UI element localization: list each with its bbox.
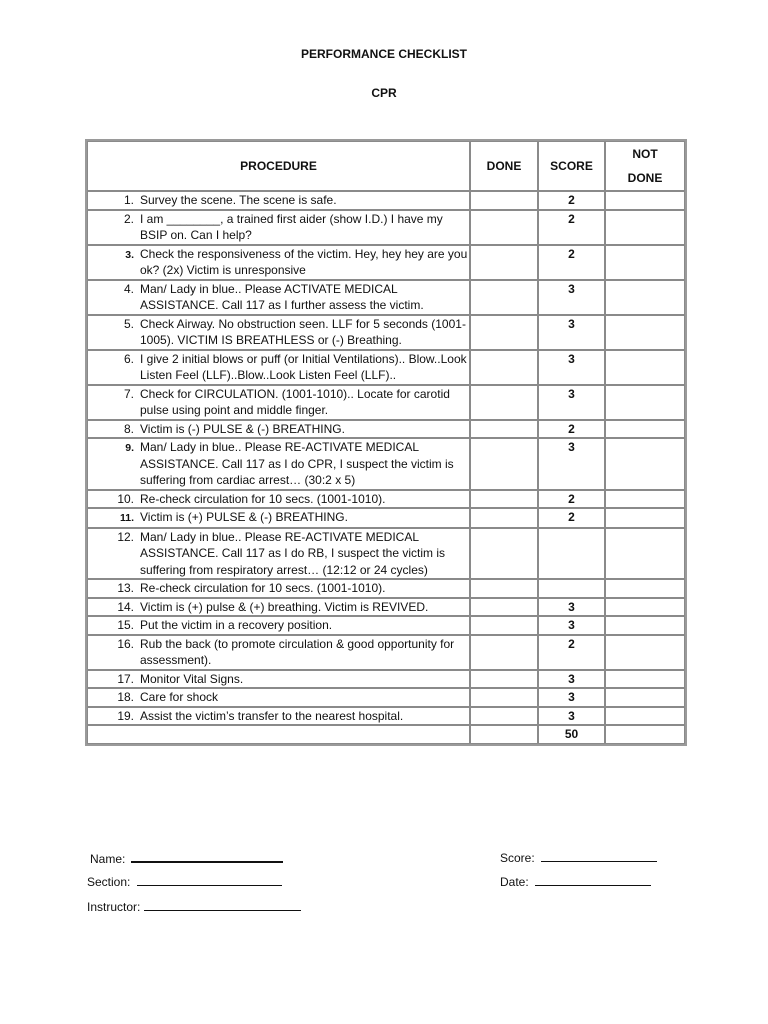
column-header-not-done: NOT DONE	[605, 141, 685, 191]
step-text: Rub the back (to promote circulation & good opportunity for assessment).	[140, 636, 455, 667]
step-number: 15.	[117, 618, 134, 632]
section-line[interactable]	[137, 874, 282, 886]
done-cell[interactable]	[470, 280, 538, 315]
score-cell: 3	[538, 670, 605, 689]
done-cell[interactable]	[470, 670, 538, 689]
step-text: Re-check circulation for 10 secs. (1001-1010).	[140, 581, 386, 595]
score-cell	[538, 579, 605, 598]
step-text: Assist the victim’s transfer to the nearest hospital.	[140, 708, 404, 723]
not-done-cell[interactable]	[605, 210, 685, 245]
step-text: Monitor Vital Signs.	[140, 671, 244, 686]
score-cell: 2	[538, 191, 605, 210]
instructor-field[interactable]	[87, 899, 301, 914]
done-cell[interactable]	[470, 350, 538, 385]
score-cell: 3	[538, 280, 605, 315]
done-cell[interactable]	[470, 688, 538, 707]
done-cell[interactable]	[470, 315, 538, 350]
not-done-cell[interactable]	[605, 616, 685, 635]
done-cell[interactable]	[470, 490, 538, 509]
step-text: Man/ Lady in blue.. Please RE-ACTIVATE MEDICAL ASSISTANCE. Call 117 as I do CPR, I suspect the victim is suffering from cardiac arrest… (30:2 x 5)	[140, 440, 454, 487]
score-cell: 3	[538, 598, 605, 617]
table-row	[87, 616, 685, 635]
column-header-score: SCORE	[538, 141, 605, 191]
step-text: Re-check circulation for 10 secs. (1001-1010).	[140, 491, 386, 506]
step-text: I give 2 initial blows or puff (or Initial Ventilations).. Blow..Look Listen Feel (LLF)..Blow..Look Listen Feel (LLF)..	[140, 351, 467, 382]
table-row	[87, 528, 685, 580]
not-done-cell[interactable]	[605, 688, 685, 707]
step-number: 1.	[123, 193, 134, 207]
procedure-cell	[87, 191, 470, 210]
step-text: Man/ Lady in blue.. Please RE-ACTIVATE MEDICAL ASSISTANCE. Call 117 as I do RB, I suspect the victim is suffering from respiratory arrest… (12:12 or 24 cycles)	[140, 529, 445, 577]
step-number: 2.	[123, 211, 134, 226]
score-cell: 2	[538, 635, 605, 670]
score-cell	[538, 528, 605, 580]
score-field[interactable]	[500, 850, 657, 865]
step-number: 4.	[123, 281, 134, 296]
score-cell: 3	[538, 315, 605, 350]
not-done-cell[interactable]	[605, 635, 685, 670]
step-number: 16.	[117, 636, 134, 651]
not-done-cell[interactable]	[605, 315, 685, 350]
procedure-cell	[87, 707, 470, 726]
score-line[interactable]	[541, 850, 657, 862]
column-header-done: DONE	[470, 141, 538, 191]
page-subtitle: CPR	[371, 86, 397, 100]
table-row	[87, 315, 685, 350]
procedure-cell	[87, 315, 470, 350]
table-row	[87, 579, 685, 598]
procedure-cell	[87, 210, 470, 245]
not-done-cell[interactable]	[605, 245, 685, 280]
score-cell: 2	[538, 490, 605, 509]
score-cell: 3	[538, 385, 605, 420]
step-text: Put the victim in a recovery position.	[140, 618, 333, 632]
not-done-cell[interactable]	[605, 385, 685, 420]
not-done-cell[interactable]	[605, 350, 685, 385]
done-cell[interactable]	[470, 579, 538, 598]
score-cell: 2	[538, 210, 605, 245]
done-cell[interactable]	[470, 385, 538, 420]
procedure-cell	[87, 385, 470, 420]
procedure-cell	[87, 616, 470, 635]
instructor-label: Instructor:	[87, 900, 141, 914]
table-row	[87, 350, 685, 385]
done-cell[interactable]	[470, 438, 538, 490]
step-text: Victim is (+) pulse & (+) breathing. Victim is REVIVED.	[140, 599, 429, 614]
step-number: 18.	[117, 690, 134, 704]
column-header-procedure: PROCEDURE	[87, 141, 470, 191]
total-not-done-cell	[605, 725, 685, 744]
total-blank-cell	[87, 725, 470, 744]
score-cell: 2	[538, 420, 605, 439]
not-done-cell[interactable]	[605, 438, 685, 490]
score-label: Score:	[500, 851, 535, 865]
step-text: Check the responsiveness of the victim. Hey, hey hey are you ok? (2x) Victim is unresponsive	[140, 246, 468, 277]
done-cell[interactable]	[470, 191, 538, 210]
procedure-cell	[87, 280, 470, 315]
done-cell[interactable]	[470, 210, 538, 245]
name-label: Name:	[90, 852, 126, 866]
name-line[interactable]	[131, 850, 283, 863]
step-text: Check Airway. No obstruction seen. LLF for 5 seconds (1001-1005). VICTIM IS BREATHLESS or (-) Breathing.	[140, 316, 466, 347]
table-row	[87, 245, 685, 280]
table-row	[87, 508, 685, 528]
table-row	[87, 490, 685, 509]
step-number: 13.	[117, 581, 134, 595]
step-text: I am ________, a trained first aider (show I.D.) I have my BSIP on. Can I help?	[140, 211, 443, 242]
procedure-cell	[87, 245, 470, 280]
done-cell[interactable]	[470, 508, 538, 528]
table-row	[87, 420, 685, 439]
not-done-cell[interactable]	[605, 420, 685, 439]
not-done-cell[interactable]	[605, 508, 685, 528]
step-number: 12.	[117, 529, 134, 544]
not-done-cell[interactable]	[605, 528, 685, 580]
table-header-row	[87, 141, 685, 191]
not-done-cell[interactable]	[605, 579, 685, 598]
date-line[interactable]	[535, 874, 651, 886]
done-cell[interactable]	[470, 635, 538, 670]
not-done-cell[interactable]	[605, 670, 685, 689]
step-number: 19.	[117, 708, 134, 723]
step-number: 9.	[125, 442, 134, 454]
procedure-cell	[87, 490, 470, 509]
score-cell: 2	[538, 245, 605, 280]
section-label: Section:	[87, 875, 131, 889]
step-number: 5.	[123, 316, 134, 331]
step-number: 8.	[123, 421, 134, 436]
table-row	[87, 688, 685, 707]
table-row	[87, 280, 685, 315]
step-number: 6.	[123, 351, 134, 366]
step-text: Survey the scene. The scene is safe.	[140, 193, 337, 207]
score-cell: 3	[538, 707, 605, 726]
done-cell[interactable]	[470, 616, 538, 635]
total-score-cell: 50	[538, 725, 605, 744]
step-number: 10.	[117, 491, 134, 506]
total-done-cell	[470, 725, 538, 744]
procedure-cell	[87, 598, 470, 617]
done-cell[interactable]	[470, 528, 538, 580]
step-number: 7.	[123, 386, 134, 401]
checklist-table	[85, 139, 687, 746]
table-row	[87, 598, 685, 617]
date-label: Date:	[500, 875, 529, 889]
done-cell[interactable]	[470, 707, 538, 726]
done-cell[interactable]	[470, 245, 538, 280]
procedure-cell	[87, 420, 470, 439]
done-cell[interactable]	[470, 420, 538, 439]
step-text: Check for CIRCULATION. (1001-1010).. Locate for carotid pulse using point and middle finger.	[140, 386, 450, 417]
table-row	[87, 707, 685, 726]
step-number: 17.	[117, 671, 134, 686]
step-number: 14.	[117, 599, 134, 614]
procedure-cell	[87, 670, 470, 689]
step-number: 3.	[125, 248, 134, 261]
not-done-cell[interactable]	[605, 707, 685, 726]
procedure-cell	[87, 508, 470, 528]
procedure-cell	[87, 635, 470, 670]
instructor-line[interactable]	[144, 899, 301, 911]
procedure-cell	[87, 528, 470, 580]
table-row	[87, 438, 685, 490]
table-row	[87, 670, 685, 689]
table-row	[87, 385, 685, 420]
section-field[interactable]	[87, 874, 282, 889]
score-cell: 3	[538, 616, 605, 635]
done-cell[interactable]	[470, 598, 538, 617]
step-text: Victim is (+) PULSE & (-) BREATHING.	[140, 510, 348, 524]
date-field[interactable]	[500, 874, 651, 889]
procedure-cell	[87, 688, 470, 707]
procedure-cell	[87, 579, 470, 598]
total-row	[87, 725, 685, 744]
score-cell: 3	[538, 350, 605, 385]
table-row	[87, 210, 685, 245]
procedure-cell	[87, 350, 470, 385]
not-done-cell[interactable]	[605, 490, 685, 509]
page-title: PERFORMANCE CHECKLIST	[300, 47, 467, 61]
table-row	[87, 191, 685, 210]
score-cell: 3	[538, 688, 605, 707]
table-row	[87, 635, 685, 670]
step-text: Victim is (-) PULSE & (-) BREATHING.	[140, 421, 345, 436]
step-text: Care for shock	[140, 690, 219, 704]
score-cell: 2	[538, 508, 605, 528]
score-cell: 3	[538, 438, 605, 490]
step-text: Man/ Lady in blue.. Please ACTIVATE MEDICAL ASSISTANCE. Call 117 as I further assess the victim.	[140, 281, 424, 312]
not-done-cell[interactable]	[605, 598, 685, 617]
not-done-cell[interactable]	[605, 280, 685, 315]
procedure-cell	[87, 438, 470, 490]
step-number: 11.	[119, 512, 134, 524]
not-done-cell[interactable]	[605, 191, 685, 210]
name-field[interactable]	[90, 850, 283, 866]
